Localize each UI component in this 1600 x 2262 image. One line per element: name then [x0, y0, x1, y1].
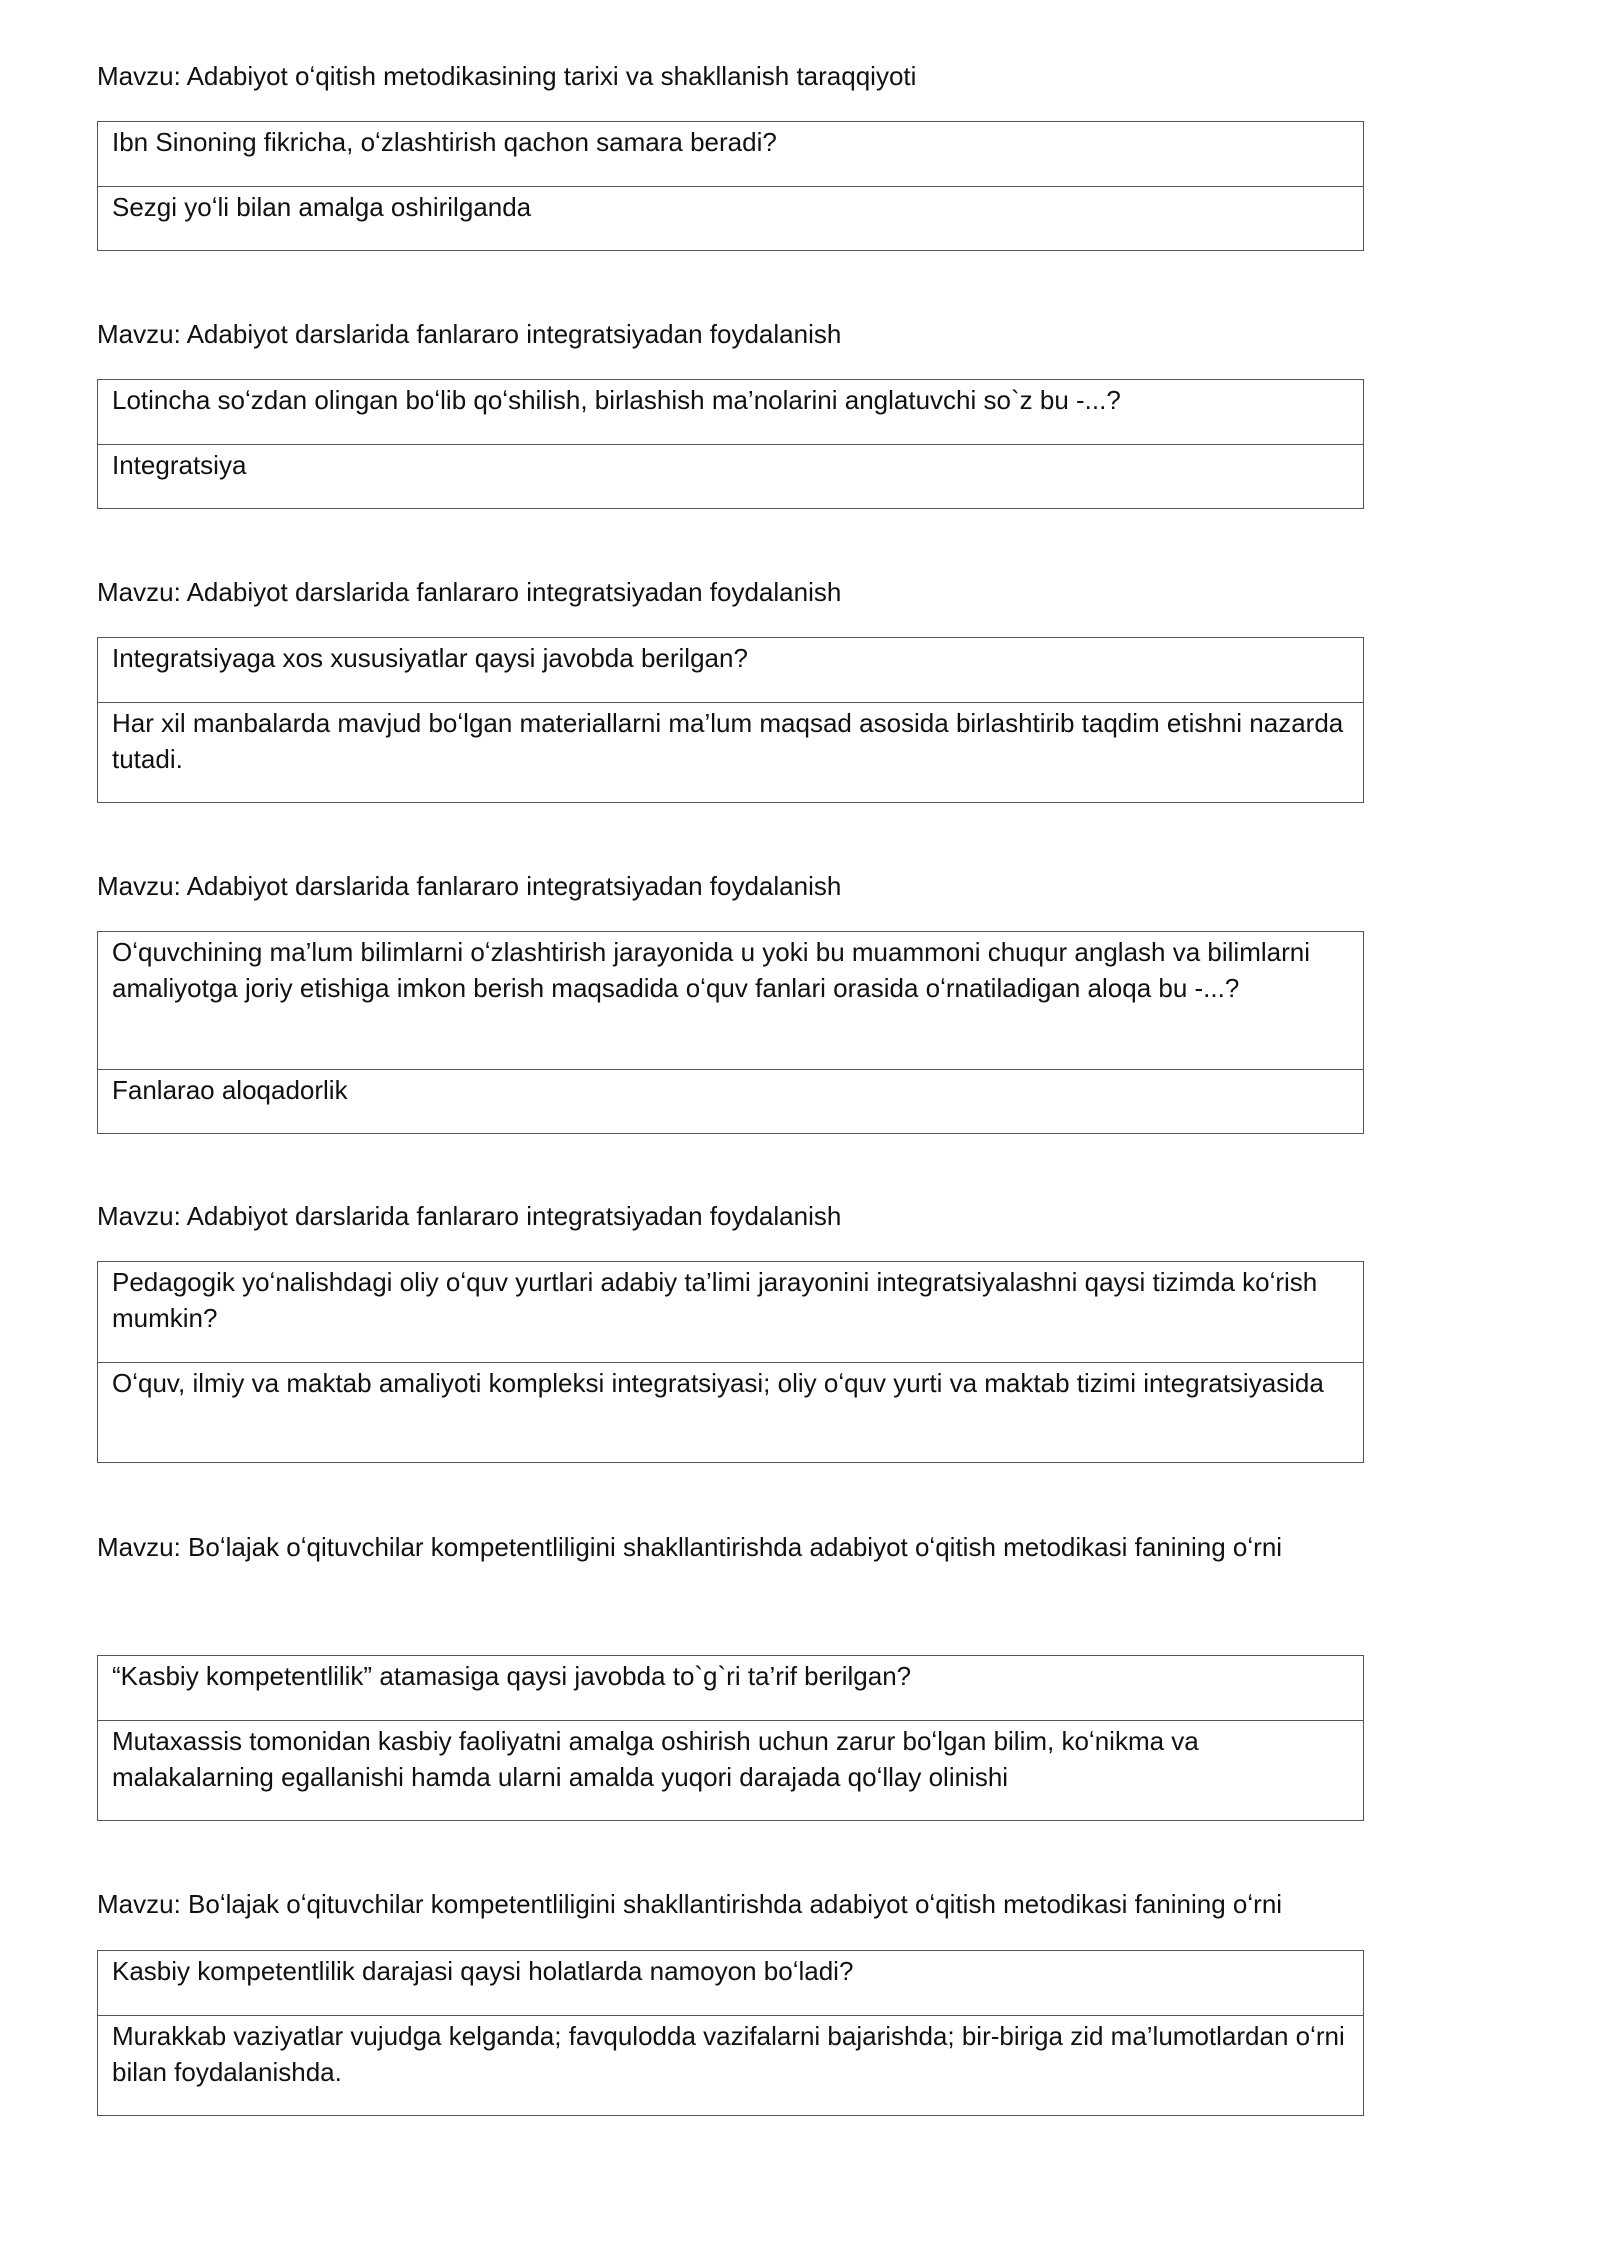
answer-cell: Sezgi yoʻli bilan amalga oshirilganda — [112, 192, 532, 222]
question-cell: Pedagogik yoʻnalishdagi oliy oʻquv yurtlari adabiy ta’limi jarayonini integratsiyalashni qaysi tizimda koʻrish mumkin? — [98, 1262, 1363, 1363]
question-cell: Lotincha soʻzdan olingan boʻlib qoʻshilish, birlashish ma’nolarini anglatuvchi so`z bu -...? — [98, 380, 1363, 445]
qa-table — [97, 1655, 1364, 1821]
answer-cell: Murakkab vaziyatlar vujudga kelganda; favqulodda vazifalarni bajarishda; bir-biriga zid ma’lumotlardan oʻrni bilan foydalanishda. — [112, 2021, 1345, 2087]
topic-heading: Mavzu: Adabiyot oʻqitish metodikasining tarixi va shakllanish taraqqiyoti — [97, 61, 917, 91]
topic-heading: Mavzu: Adabiyot darslarida fanlararo integratsiyadan foydalanish — [97, 319, 842, 349]
topic-heading: Mavzu: Boʻlajak oʻqituvchilar kompetentliligini shakllantirishda adabiyot oʻqitish metodikasi fanining oʻrni — [97, 1532, 1283, 1562]
qa-table — [97, 1261, 1364, 1463]
qa-table — [97, 121, 1364, 251]
topic-heading: Mavzu: Boʻlajak oʻqituvchilar kompetentliligini shakllantirishda adabiyot oʻqitish metodikasi fanining oʻrni — [97, 1889, 1283, 1919]
qa-table — [97, 1950, 1364, 2116]
question-cell: Oʻquvchining ma’lum bilimlarni oʻzlashtirish jarayonida u yoki bu muammoni chuqur anglash va bilimlarni amaliyotga joriy etishiga imkon berish maqsadida oʻquv fanlari orasida oʻrnatiladigan aloqa bu -...? — [98, 932, 1363, 1070]
answer-cell: Integratsiya — [112, 450, 247, 480]
question-cell: “Kasbiy kompetentlilik” atamasiga qaysi javobda to`g`ri ta’rif berilgan? — [98, 1656, 1363, 1721]
qa-table — [97, 931, 1364, 1134]
answer-cell: Oʻquv, ilmiy va maktab amaliyoti kompleksi integratsiyasi; oliy oʻquv yurti va maktab tizimi integratsiyasida — [112, 1368, 1324, 1398]
question-cell: Kasbiy kompetentlilik darajasi qaysi holatlarda namoyon boʻladi? — [98, 1951, 1363, 2016]
answer-cell: Mutaxassis tomonidan kasbiy faoliyatni amalga oshirish uchun zarur boʻlgan bilim, koʻnikma va malakalarning egallanishi hamda ularni amalda yuqori darajada qoʻllay olinishi — [112, 1726, 1199, 1792]
question-cell: Integratsiyaga xos xususiyatlar qaysi javobda berilgan? — [98, 638, 1363, 703]
qa-table — [97, 379, 1364, 509]
question-cell: Ibn Sinoning fikricha, oʻzlashtirish qachon samara beradi? — [98, 122, 1363, 187]
answer-cell: Fanlarao aloqadorlik — [112, 1075, 348, 1105]
topic-heading: Mavzu: Adabiyot darslarida fanlararo integratsiyadan foydalanish — [97, 1201, 842, 1231]
topic-heading: Mavzu: Adabiyot darslarida fanlararo integratsiyadan foydalanish — [97, 577, 842, 607]
topic-heading: Mavzu: Adabiyot darslarida fanlararo integratsiyadan foydalanish — [97, 871, 842, 901]
qa-table — [97, 637, 1364, 803]
answer-cell: Har xil manbalarda mavjud boʻlgan materiallarni ma’lum maqsad asosida birlashtirib taqdim etishni nazarda tutadi. — [112, 708, 1344, 774]
